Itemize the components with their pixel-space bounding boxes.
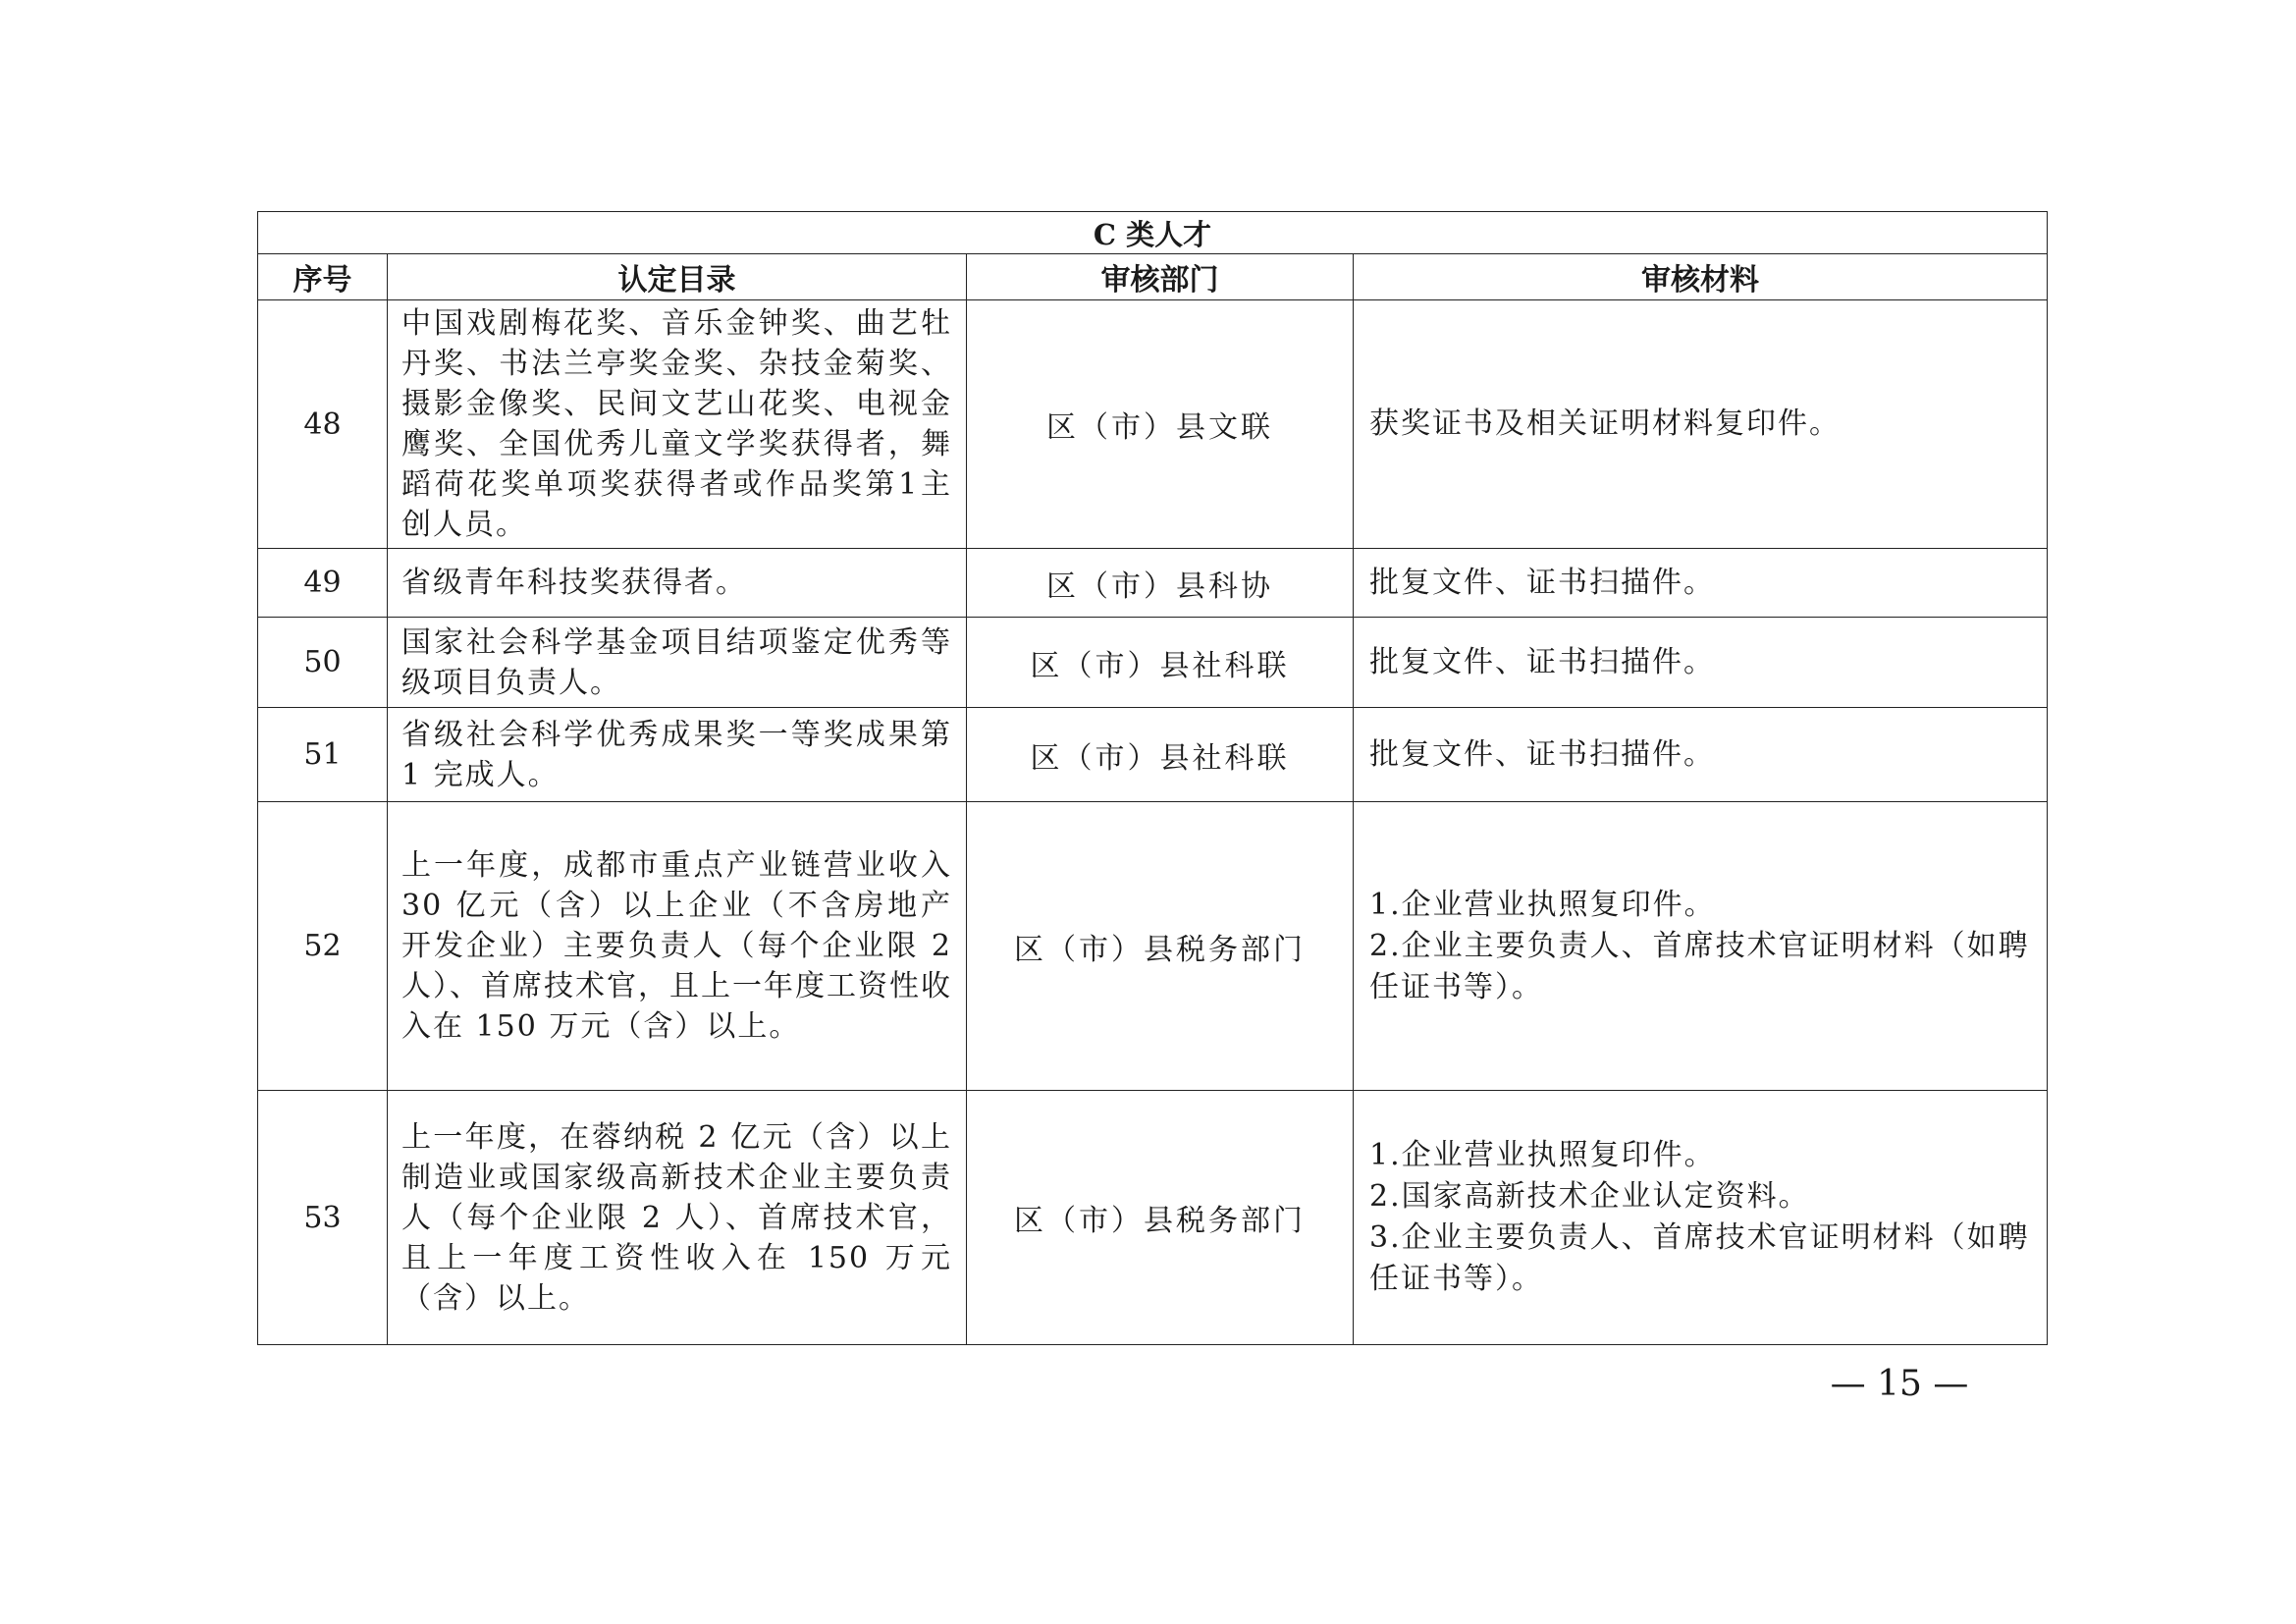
material-line: 批复文件、证书扫描件。 xyxy=(1369,644,1715,679)
header-catalog: 认定目录 xyxy=(388,254,967,300)
table-header-row xyxy=(258,254,2048,300)
talent-table xyxy=(257,211,2048,1345)
header-no: 序号 xyxy=(258,254,388,300)
table-row xyxy=(258,300,2048,549)
row-materials xyxy=(1354,549,2048,618)
table-row xyxy=(258,618,2048,708)
header-dept: 审核部门 xyxy=(967,254,1354,300)
row-number: 53 xyxy=(258,1091,388,1345)
row-catalog: 省级青年科技奖获得者。 xyxy=(388,549,967,618)
page-number: — 15 — xyxy=(1830,1364,1969,1404)
row-number: 48 xyxy=(258,300,388,549)
row-catalog: 中国戏剧梅花奖、音乐金钟奖、曲艺牡丹奖、书法兰亭奖金奖、杂技金菊奖、摄影金像奖、民间文艺山花奖、电视金鹰奖、全国优秀儿童文学奖获得者，舞蹈荷花奖单项奖获得者或作品奖第1主创人员。 xyxy=(388,300,967,549)
row-dept: 区（市）县社科联 xyxy=(967,708,1354,802)
table-row xyxy=(258,802,2048,1091)
row-materials xyxy=(1354,300,2048,549)
row-number: 52 xyxy=(258,802,388,1091)
material-line: 1.企业营业执照复印件。 xyxy=(1369,887,1716,922)
material-line: 2.国家高新技术企业认定资料。 xyxy=(1369,1179,1810,1214)
row-materials xyxy=(1354,1091,2048,1345)
row-number: 49 xyxy=(258,549,388,618)
row-dept: 区（市）县税务部门 xyxy=(967,802,1354,1091)
material-line: 2.企业主要负责人、首席技术官证明材料（如聘任证书等）。 xyxy=(1369,928,2030,1004)
table-row xyxy=(258,708,2048,802)
row-catalog: 上一年度，成都市重点产业链营业收入 30 亿元（含）以上企业（不含房地产开发企业）主要负责人（每个企业限 2 人）、首席技术官，且上一年度工资性收入在 150 万元（含）以上。 xyxy=(388,802,967,1091)
row-dept: 区（市）县税务部门 xyxy=(967,1091,1354,1345)
material-line: 批复文件、证书扫描件。 xyxy=(1369,565,1715,600)
row-catalog: 省级社会科学优秀成果奖一等奖成果第 1 完成人。 xyxy=(388,708,967,802)
row-dept: 区（市）县社科联 xyxy=(967,618,1354,708)
table-title: C 类人才 xyxy=(258,212,2048,254)
material-line: 3.企业主要负责人、首席技术官证明材料（如聘任证书等）。 xyxy=(1369,1220,2030,1296)
row-number: 50 xyxy=(258,618,388,708)
material-line: 1.企业营业执照复印件。 xyxy=(1369,1138,1716,1172)
material-line: 批复文件、证书扫描件。 xyxy=(1369,736,1715,772)
row-materials xyxy=(1354,618,2048,708)
row-number: 51 xyxy=(258,708,388,802)
header-materials: 审核材料 xyxy=(1354,254,2048,300)
row-catalog: 上一年度，在蓉纳税 2 亿元（含）以上制造业或国家级高新技术企业主要负责人（每个企业限 2 人）、首席技术官，且上一年度工资性收入在 150 万元（含）以上。 xyxy=(388,1091,967,1345)
table-row xyxy=(258,549,2048,618)
material-line: 获奖证书及相关证明材料复印件。 xyxy=(1369,406,1841,441)
row-materials xyxy=(1354,802,2048,1091)
row-catalog: 国家社会科学基金项目结项鉴定优秀等级项目负责人。 xyxy=(388,618,967,708)
table-title-row xyxy=(258,212,2048,254)
row-materials xyxy=(1354,708,2048,802)
row-dept: 区（市）县科协 xyxy=(967,549,1354,618)
table-row xyxy=(258,1091,2048,1345)
row-dept: 区（市）县文联 xyxy=(967,300,1354,549)
